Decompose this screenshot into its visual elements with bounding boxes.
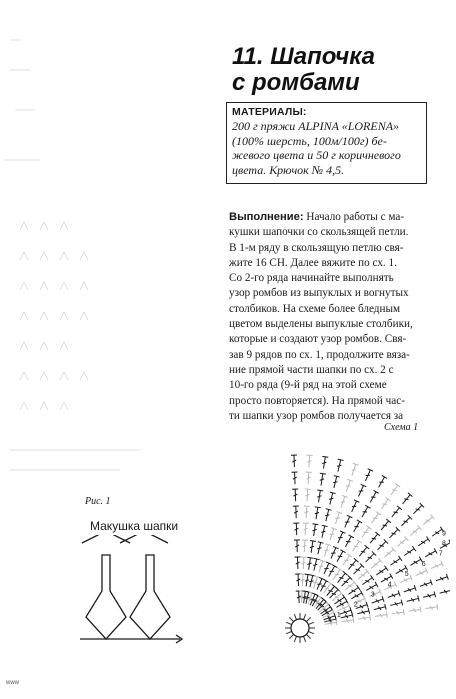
instructions-line: узор ромбов из выпуклых и вогнутых: [229, 287, 409, 300]
ring-stitch-tick: [308, 631, 314, 633]
stitch-symbol-icon: [369, 558, 382, 570]
instructions-line: просто повторяется). На прямой час-: [229, 394, 405, 407]
stitch-symbol-icon: [419, 579, 432, 589]
stitch-symbol-icon: [321, 582, 333, 595]
stitch-symbol-icon: [425, 604, 438, 612]
stitch-symbol-icon: [408, 606, 421, 614]
materials-line: цвета. Крючок № 4,5.: [232, 162, 345, 177]
stitch-symbol-icon: [382, 547, 395, 559]
materials-text: [232, 119, 421, 177]
stitch-symbol-icon: [399, 515, 412, 528]
stitch-symbol-icon: [327, 588, 340, 601]
footer-mark: www: [6, 680, 19, 686]
instructions-line: Со 2-го ряда начинайте выполнять: [229, 272, 394, 285]
stitch-symbol-icon: [406, 596, 419, 605]
stitch-symbol-icon: [395, 536, 408, 548]
stitch-symbol-icon: [369, 512, 381, 525]
stitch-symbol-icon: [400, 493, 412, 506]
stitch-symbol-icon: [335, 531, 345, 544]
stitch-symbol-icon: [389, 506, 401, 519]
stitch-symbol-icon: [349, 500, 359, 513]
instructions-first-line: Начало работы с ма-: [303, 211, 405, 223]
stitch-symbol-icon: [375, 539, 388, 552]
stitch-symbol-icon: [414, 568, 427, 578]
row-number: 8: [442, 540, 446, 548]
figure-caption: Макушка шапки: [90, 519, 179, 533]
stitch-symbol-icon: [359, 505, 370, 518]
stitch-symbol-icon: [306, 455, 313, 467]
stitch-symbol-icon: [340, 554, 352, 567]
ring-stitch-tick: [289, 617, 293, 621]
stitch-symbol-icon: [321, 456, 329, 469]
stitch-symbol-icon: [294, 557, 300, 569]
stitch-symbol-icon: [342, 515, 352, 528]
materials-box: [226, 102, 427, 184]
stitch-symbol-icon: [408, 525, 421, 537]
instructions-lead: Выполнение:: [229, 211, 304, 223]
row-number: 5: [404, 571, 409, 579]
stitch-symbol-icon: [422, 591, 435, 600]
stitch-symbol-icon: [316, 560, 326, 573]
stitch-symbol-icon: [292, 472, 298, 484]
stitch-symbol-icon: [318, 579, 329, 592]
stitch-symbol-icon: [417, 537, 430, 549]
row-number: 7: [438, 550, 443, 558]
stitch-symbol-icon: [334, 550, 345, 563]
instructions-line: которые и создают узор ромбов. Свя-: [229, 333, 407, 346]
stitch-symbol-icon: [331, 476, 340, 489]
stitch-symbol-icon: [313, 507, 321, 520]
row-number: 9: [442, 530, 446, 538]
title-line-1: 11. Шапочка: [232, 43, 376, 70]
stitch-symbol-icon: [293, 523, 299, 535]
stitch-symbol-icon: [363, 551, 376, 564]
stitch-symbol-icon: [333, 512, 343, 525]
stitch-symbol-icon: [387, 591, 400, 601]
stitch-symbol-icon: [318, 473, 326, 486]
instructions-line: В 1-м ряду в скользящую петлю свя-: [229, 241, 404, 254]
stitch-symbol-icon: [294, 540, 300, 552]
stitch-symbol-icon: [357, 608, 370, 617]
stitch-symbol-icon: [305, 472, 312, 484]
ring-stitch-tick: [303, 614, 305, 620]
stitch-symbol-icon: [356, 484, 366, 497]
stitch-symbol-icon: [319, 525, 328, 538]
stitch-symbol-icon: [302, 523, 309, 535]
stitch-symbol-icon: [291, 455, 297, 467]
stitch-symbol-icon: [424, 548, 437, 559]
instructions-line: ти шапки узор ромбов получается за: [229, 409, 404, 422]
instructions-line: цветом выделены выпуклые столбики,: [229, 318, 413, 331]
stitch-symbol-icon: [373, 604, 386, 613]
stitch-symbol-icon: [357, 545, 369, 558]
stitch-symbol-icon: [391, 609, 404, 617]
row-number: 6: [421, 560, 426, 568]
stitch-symbol-icon: [324, 584, 336, 597]
stitch-symbol-icon: [390, 600, 403, 609]
stitch-symbol-icon: [375, 612, 388, 620]
ring-stitch-tick: [308, 622, 314, 624]
stitch-symbol-icon: [411, 503, 424, 516]
stitch-symbol-icon: [439, 587, 450, 596]
stitch-symbol-icon: [303, 506, 310, 518]
instructions-line: ние прямой части шапки по сх. 2 с: [229, 363, 394, 376]
stitch-symbol-icon: [315, 542, 324, 555]
stitch-symbol-icon: [409, 557, 422, 568]
magic-ring-icon: [291, 619, 309, 637]
stitch-symbol-icon: [403, 546, 416, 558]
stitch-symbol-icon: [379, 519, 391, 532]
stitch-symbol-icon: [327, 528, 337, 541]
stitch-symbol-icon: [316, 490, 324, 503]
stitch-symbol-icon: [376, 475, 387, 488]
stitch-symbol-icon: [368, 490, 379, 503]
ring-stitch-tick: [286, 622, 292, 624]
stitch-symbol-icon: [311, 524, 319, 537]
stitch-symbol-icon: [360, 526, 372, 539]
stitch-symbol-icon: [292, 489, 298, 501]
stitch-symbol-icon: [387, 527, 400, 540]
stitch-symbol-icon: [328, 546, 338, 559]
instructions-line: жите 16 СН. Далее вяжите по сх. 1.: [229, 256, 397, 269]
title-line-2: с ромбами: [232, 69, 360, 96]
stitch-symbol-icon: [350, 540, 362, 553]
materials-line: 200 г пряжи ALPINA «LORENA»: [232, 119, 400, 133]
stitch-symbol-icon: [335, 459, 344, 472]
stitch-symbol-icon: [304, 489, 311, 501]
stitch-symbol-icon: [314, 577, 324, 590]
stitch-symbol-icon: [361, 575, 374, 587]
stitch-symbol-icon: [311, 558, 320, 571]
stitch-symbol-icon: [303, 574, 311, 587]
ring-stitch-tick: [306, 634, 310, 638]
stitch-symbol-icon: [344, 479, 354, 492]
stitch-symbol-icon: [375, 566, 388, 578]
instructions-line: кушки шапочки со скользящей петли.: [229, 226, 409, 239]
stitch-symbol-icon: [435, 574, 448, 584]
stitch-symbol-icon: [293, 506, 299, 518]
article-title: [232, 44, 375, 96]
stitch-symbol-icon: [379, 498, 391, 511]
stitch-symbol-icon: [322, 544, 332, 557]
stitch-symbol-icon: [301, 540, 308, 552]
scheme-label: Схема 1: [384, 422, 419, 433]
materials-line: жевого цвета и 50 г коричневого: [232, 148, 401, 162]
stitch-symbol-icon: [300, 557, 307, 569]
scheme-stitches: [285, 455, 450, 643]
stitch-symbol-icon: [299, 574, 306, 586]
row-number: 2: [353, 601, 358, 609]
ring-stitch-tick: [289, 634, 293, 638]
stitch-symbol-icon: [368, 532, 380, 545]
stitch-symbol-icon: [430, 561, 443, 571]
materials-line: (100% шерсть, 100м/100г) бе-: [232, 133, 387, 148]
crochet-scheme-diagram: [150, 430, 450, 680]
instructions-line: 10-го ряда (9-й ряд на этой схеме: [229, 379, 387, 392]
stitch-symbol-icon: [358, 614, 371, 622]
hat-top-shape-figure: [80, 535, 190, 645]
row-number: 3: [370, 591, 375, 599]
instructions-line: [229, 210, 443, 225]
row-number: 4: [387, 581, 392, 589]
stitch-symbol-icon: [363, 469, 373, 482]
stitch-symbol-icon: [295, 574, 301, 586]
row-number: 1: [336, 611, 341, 619]
stitch-symbol-icon: [421, 515, 434, 527]
stitch-symbol-icon: [343, 535, 354, 548]
stitch-symbol-icon: [308, 541, 316, 554]
stitch-symbol-icon: [338, 495, 348, 508]
ring-stitch-tick: [303, 636, 305, 642]
stitch-symbol-icon: [327, 492, 336, 505]
stitch-symbol-icon: [351, 520, 362, 533]
ring-stitch-tick: [294, 614, 296, 620]
stitch-symbol-icon: [389, 556, 402, 568]
ring-stitch-tick: [286, 631, 292, 633]
stitch-symbol-icon: [388, 484, 400, 497]
instructions-text: [229, 210, 443, 424]
ring-stitch-tick: [294, 636, 296, 642]
ring-stitch-tick: [306, 617, 310, 621]
materials-heading: МАТЕРИАЛЫ:: [232, 106, 307, 118]
instructions-line: зав 9 рядов по сх. 1, продолжите вяза-: [229, 348, 410, 361]
stitch-symbol-icon: [403, 585, 416, 595]
instructions-line: столбиков. На схеме более бледным: [229, 302, 401, 315]
stitch-symbol-icon: [356, 569, 369, 581]
stitch-symbol-icon: [335, 599, 348, 610]
stitch-symbol-icon: [349, 463, 359, 476]
stitch-symbol-icon: [306, 557, 314, 570]
figure-label: Рис. 1: [85, 496, 111, 507]
stitch-symbol-icon: [323, 509, 332, 522]
